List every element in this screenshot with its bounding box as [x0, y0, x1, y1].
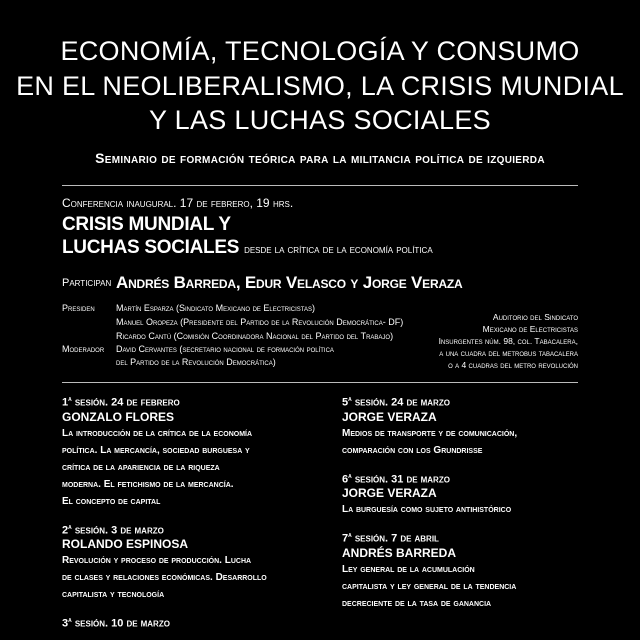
session-7	[342, 532, 602, 612]
address-line-5: o a 4 cuadras del metro revolución	[448, 360, 578, 370]
session-3-header: 3$^a$ sesión. 10 de marzo	[62, 617, 170, 630]
address	[439, 311, 578, 371]
page-title-line-3: Y LAS LUCHAS SOCIALES	[149, 105, 491, 135]
presiden-2: Manuel Oropeza (Presidente del Partido de la Revolución Democrática- DF)	[116, 317, 404, 327]
page-title-line-1: ECONOMÍA, TECNOLOGÍA Y CONSUMO	[60, 36, 580, 66]
subtitle: Seminario de formación teórica para la militancia política de izquierda	[95, 150, 545, 166]
divider-2	[62, 382, 578, 383]
sessions-left	[62, 396, 312, 630]
session-1-speaker: GONZALO FLORES	[62, 409, 174, 424]
moderador-label: Moderador	[62, 344, 105, 354]
conference-label: Conferencia inaugural. 17 de febrero, 19 hrs.	[62, 196, 294, 210]
participants-names: Andrés Barreda, Edur Velasco y Jorge Veraza	[116, 273, 463, 292]
address-line-3: Insurgentes núm. 98, col. Tabacalera,	[438, 336, 578, 346]
presiden-label: Presiden	[62, 303, 95, 313]
conference-title-line-1: CRISIS MUNDIAL Y	[62, 214, 231, 235]
session-5	[342, 396, 602, 459]
conference-title-line-2-text: LUCHAS SOCIALES	[62, 237, 240, 258]
address-line-1: Auditorio del Sindicato	[492, 312, 578, 322]
session-1-header: 1$^a$ sesión. 24 de febrero	[62, 396, 180, 409]
presiden-1: Martín Esparza (Sindicato Mexicano de Electricistas)	[116, 303, 315, 313]
session-6-desc: La burguesía como sujeto antihistórico	[342, 504, 512, 516]
conference-title-line-2	[62, 237, 433, 259]
moderador-1: David Cervantes (secretario nacional de formación política	[116, 344, 334, 354]
page-title-line-2: EN EL NEOLIBERALISMO, LA CRISIS MUNDIAL	[16, 71, 624, 101]
participants-label: Participan	[62, 277, 112, 289]
address-line-2: Mexicano de Electricistas	[482, 324, 578, 334]
session-1	[62, 396, 312, 510]
session-5-desc: Medios de transporte y de comunicación, comparación con los Grundrisse	[342, 427, 518, 456]
session-7-header: 7$^a$ sesión. 7 de abril	[342, 532, 439, 545]
address-line-4: a una cuadra del metrobus tabacalera	[439, 348, 578, 358]
divider	[62, 185, 578, 186]
session-2-speaker: ROLANDO ESPINOSA	[62, 537, 189, 552]
session-6-header: 6$^a$ sesión. 31 de marzo	[342, 472, 450, 486]
session-5-speaker: JORGE VERAZA	[342, 409, 437, 424]
session-5-header: 5$^a$ sesión. 24 de marzo	[342, 396, 450, 409]
sessions-right	[342, 396, 602, 612]
presiden-3: Ricardo Cantú (Comisión Coordinadora Nacional del Partido del Trabajo)	[116, 331, 394, 341]
moderador-2: del Partido de la Revolución Democrática)	[116, 357, 276, 367]
conference-title-sub: desde la crítica de la economía política	[244, 244, 433, 256]
session-6	[342, 473, 602, 519]
session-7-speaker: ANDRÉS BARREDA	[342, 545, 457, 560]
session-2-header: 2$^a$ sesión. 3 de marzo	[62, 523, 164, 537]
session-6-speaker: JORGE VERAZA	[342, 486, 437, 501]
session-3	[62, 617, 312, 630]
session-7-desc: Ley general de la acumulación capitalista y ley general de la tendencia decreciente de la tasa de ganancia	[342, 563, 517, 609]
session-2	[62, 524, 312, 604]
session-2-desc: Revolución y proceso de producción. Lucha de clases y relaciones económicas. Desarrollo capitalista y tecnología	[62, 555, 267, 601]
session-1-desc: La introducción de la crítica de la economía política. La mercancía, sociedad burguesa y crítica de la apariencia de la riqueza moderna. El fetichismo de la mercancía. El concepto de capital	[62, 427, 253, 507]
